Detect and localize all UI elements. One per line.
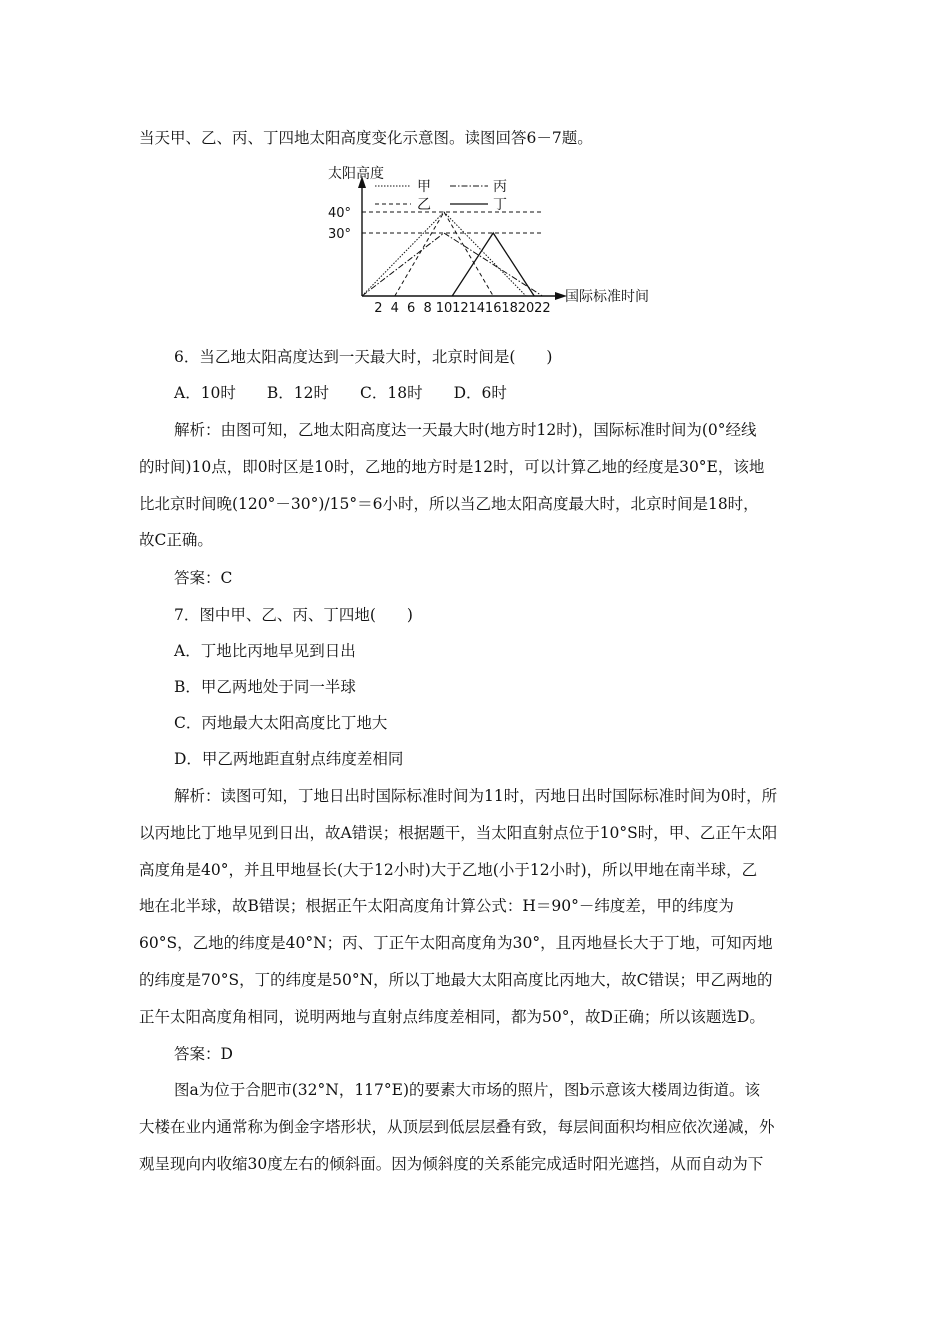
q7-analysis-line: 正午太阳高度角相同，说明两地与直射点纬度差相同，都为50°，故D正确；所以该题选D。 — [139, 1008, 765, 1026]
legend-label-bing: 丙 — [493, 179, 507, 195]
intro-text: 当天甲、乙、丙、丁四地太阳高度变化示意图。读图回答6－7题。 — [139, 129, 593, 147]
q7-option-b: B．甲乙两地处于同一半球 — [174, 678, 356, 696]
q6-answer: 答案：C — [174, 569, 233, 587]
passage-line: 观呈现向内收缩30度左右的倾斜面。因为倾斜度的关系能完成适时阳光遮挡，从而自动为下 — [139, 1155, 764, 1173]
x-tick-label: 2 — [374, 301, 383, 316]
x-axis-label: 国际标准时间 — [565, 289, 649, 305]
q6-analysis-line: 解析：由图可知，乙地太阳高度达一天最大时(地方时12时)，国际标准时间为(0°经线 — [174, 421, 757, 439]
x-tick-label: 14 — [468, 301, 486, 316]
q7-analysis-line: 高度角是40°，并且甲地昼长(大于12小时)大于乙地(小于12小时)，所以甲地在南半球，乙 — [139, 861, 758, 879]
q7-option-d: D．甲乙两地距直射点纬度差相同 — [174, 750, 404, 768]
q6-analysis-line: 故C正确。 — [139, 531, 213, 549]
series-bing-line — [362, 233, 542, 296]
passage-line: 大楼在业内通常称为倒金字塔形状，从顶层到低层层叠有致，每层间面积均相应依次递减，外 — [139, 1118, 775, 1136]
q7-option-c: C．丙地最大太阳高度比丁地大 — [174, 714, 388, 732]
q7-answer: 答案：D — [174, 1045, 233, 1063]
q6-stem: 6．当乙地太阳高度达到一天最大时，北京时间是( ) — [174, 348, 553, 366]
legend-label-yi: 乙 — [417, 197, 431, 213]
x-tick-label: 4 — [390, 301, 399, 316]
q6-analysis-line: 的时间)10点，即0时区是10时，乙地的地方时是12时，可以计算乙地的经度是30°E，该地 — [139, 458, 765, 476]
q7-analysis-line: 解析：读图可知，丁地日出时国际标准时间为11时，丙地日出时国际标准时间为0时，所 — [174, 787, 778, 805]
legend-label-jia: 甲 — [417, 179, 431, 195]
passage-line: 图a为位于合肥市(32°N，117°E)的要素大市场的照片，图b示意该大楼周边街道。该 — [174, 1081, 760, 1099]
q7-analysis-line: 地在北半球，故B错误；根据正午太阳高度角计算公式：H＝90°－纬度差，甲的纬度为 — [139, 897, 734, 915]
x-tick-label: 12 — [452, 301, 469, 316]
x-tick-label: 22 — [534, 301, 551, 316]
y-axis-label: 太阳高度 — [328, 166, 384, 182]
q7-option-a: A．丁地比丙地早见到日出 — [174, 642, 356, 660]
y-tick-30: 30° — [328, 227, 352, 242]
q6-options: A．10时 B．12时 C．18时 D．6时 — [174, 384, 507, 402]
q7-analysis-line: 60°S，乙地的纬度是40°N；丙、丁正午太阳高度角为30°，且丙地昼长大于丁地，可知丙地 — [139, 934, 773, 952]
series-jia-line — [362, 212, 526, 296]
y-tick-40: 40° — [328, 206, 352, 221]
series-yi-line — [395, 212, 493, 296]
q7-stem: 7．图中甲、乙、丙、丁四地( ) — [174, 606, 413, 624]
x-tick-label: 20 — [517, 301, 535, 316]
legend-label-ding: 丁 — [493, 197, 507, 213]
x-tick-labels — [374, 301, 550, 316]
x-tick-label: 10 — [435, 301, 453, 316]
x-tick-label: 8 — [423, 301, 432, 316]
x-tick-label: 18 — [501, 301, 518, 316]
q7-analysis-line: 的纬度是70°S，丁的纬度是50°N，所以丁地最大太阳高度比丙地大，故C错误；甲乙两地的 — [139, 971, 773, 989]
solar-altitude-chart — [325, 160, 665, 320]
q7-analysis-line: 以丙地比丁地早见到日出，故A错误；根据题干，当太阳直射点位于10°S时，甲、乙正午太阳 — [139, 824, 778, 842]
x-tick-label: 6 — [407, 301, 416, 316]
q6-analysis-line: 比北京时间晚(120°－30°)/15°＝6小时，所以当乙地太阳高度最大时，北京时间是18时， — [139, 495, 759, 513]
x-tick-label: 16 — [484, 301, 502, 316]
